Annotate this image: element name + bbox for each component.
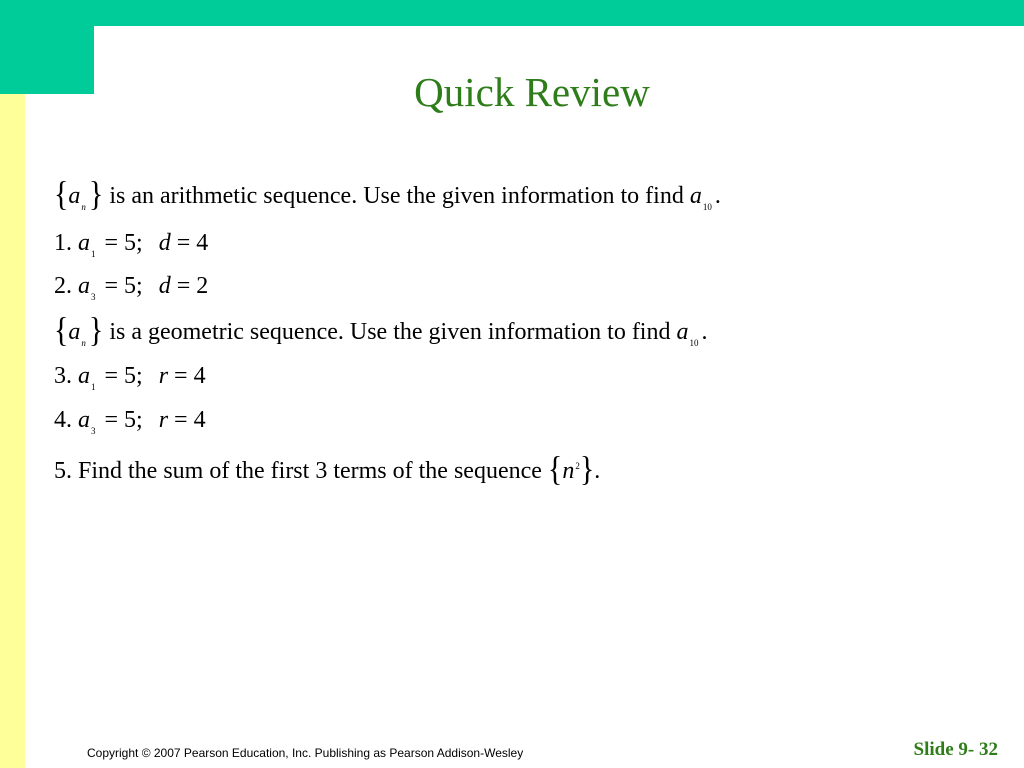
copyright-notice: Copyright © 2007 Pearson Education, Inc. Publishing as Pearson Addison-Wesley [87,746,524,760]
term-equation: = 5; [104,230,143,256]
problem-4 [54,405,206,446]
period: . [714,183,721,209]
period: . [701,319,708,345]
arithmetic-intro-text: is an arithmetic sequence. Use the given information to find [109,183,684,209]
term-equation: = 5; [104,363,143,389]
problem-2 [54,271,208,312]
left-brace: { [54,311,69,350]
sequence-variable: a [68,183,81,209]
right-brace: } [579,450,595,489]
problem-number: 2. [54,273,72,299]
problem-1 [54,228,208,269]
slide-number: Slide 9- 32 [913,739,998,760]
term-variable: a [78,407,90,433]
period: . [594,458,601,484]
arithmetic-intro-line [54,175,721,222]
common-ratio-equation: = 4 [174,363,206,389]
left-brace: { [547,450,563,489]
term-subscript: 1 [91,249,96,259]
common-ratio-variable: r [158,363,169,389]
common-ratio-equation: = 4 [174,407,206,433]
side-accent-bar [0,94,25,768]
term-variable: a [78,363,90,389]
problem-5 [54,450,601,489]
geometric-intro-text: is a geometric sequence. Use the given information to find [109,319,671,345]
right-brace: } [88,175,104,214]
common-difference-equation: = 2 [176,273,209,299]
target-subscript: 10 [702,202,712,212]
problem-number: 4. [54,407,72,433]
term-equation: = 5; [104,273,143,299]
problem-number: 3. [54,363,72,389]
exponent: 2 [575,461,580,471]
common-difference-variable: d [158,273,171,299]
common-difference-equation: = 4 [176,230,209,256]
problem-3 [54,361,206,402]
term-subscript: 3 [91,426,96,436]
top-accent-bar [94,0,1024,26]
common-difference-variable: d [158,230,171,256]
term-variable: a [78,230,90,256]
common-ratio-variable: r [158,407,169,433]
left-brace: { [54,175,69,214]
right-brace: } [88,311,104,350]
sequence-variable: n [562,458,575,484]
target-variable: a [689,183,702,209]
term-variable: a [78,273,90,299]
term-equation: = 5; [104,407,143,433]
problem-number: 1. [54,230,72,256]
sequence-subscript: n [81,202,86,212]
target-variable: a [676,319,689,345]
term-subscript: 3 [91,292,96,302]
geometric-intro-line [54,311,708,358]
sequence-variable: a [68,319,81,345]
sequence-subscript: n [81,338,86,348]
target-subscript: 10 [689,338,699,348]
slide-title: Quick Review [414,69,650,115]
term-subscript: 1 [91,382,96,392]
problem-5-text: 5. Find the sum of the first 3 terms of the sequence [54,458,542,484]
